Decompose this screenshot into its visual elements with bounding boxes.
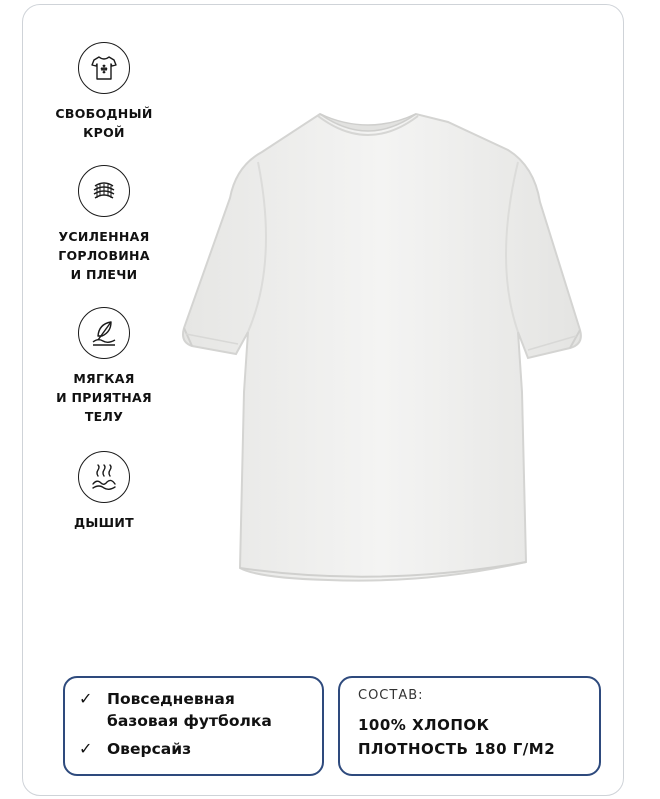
feature-loose-fit [34, 42, 174, 142]
composition-material: 100% ХЛОПОК [358, 716, 490, 734]
feather-soft-icon [78, 307, 130, 359]
list-item [79, 688, 312, 732]
composition-box [338, 676, 601, 776]
tshirt-image [178, 92, 608, 612]
checkmark-icon: ✓ [79, 739, 93, 758]
composition-density: ПЛОТНОСТЬ 180 Г/М2 [358, 740, 556, 758]
description-box [63, 676, 324, 776]
feature-soft [34, 307, 174, 426]
composition-title: СОСТАВ: [358, 688, 424, 703]
list-item [79, 738, 312, 760]
description-text: Повседневная базовая футболка [107, 690, 272, 730]
feature-label: СВОБОДНЫЙ КРОЙ [55, 106, 153, 140]
breathable-icon [78, 451, 130, 503]
feature-label: МЯГКАЯ И ПРИЯТНАЯ ТЕЛУ [56, 371, 152, 424]
checkmark-icon: ✓ [79, 689, 93, 708]
reinforced-collar-icon [78, 165, 130, 217]
description-text: Оверсайз [107, 740, 192, 758]
feature-label: ДЫШИТ [73, 515, 134, 530]
feature-reinforced-collar [34, 165, 174, 284]
feature-label: УСИЛЕННАЯ ГОРЛОВИНА И ПЛЕЧИ [58, 229, 150, 282]
feature-breathable [34, 451, 174, 532]
loose-fit-shirt-icon [78, 42, 130, 94]
